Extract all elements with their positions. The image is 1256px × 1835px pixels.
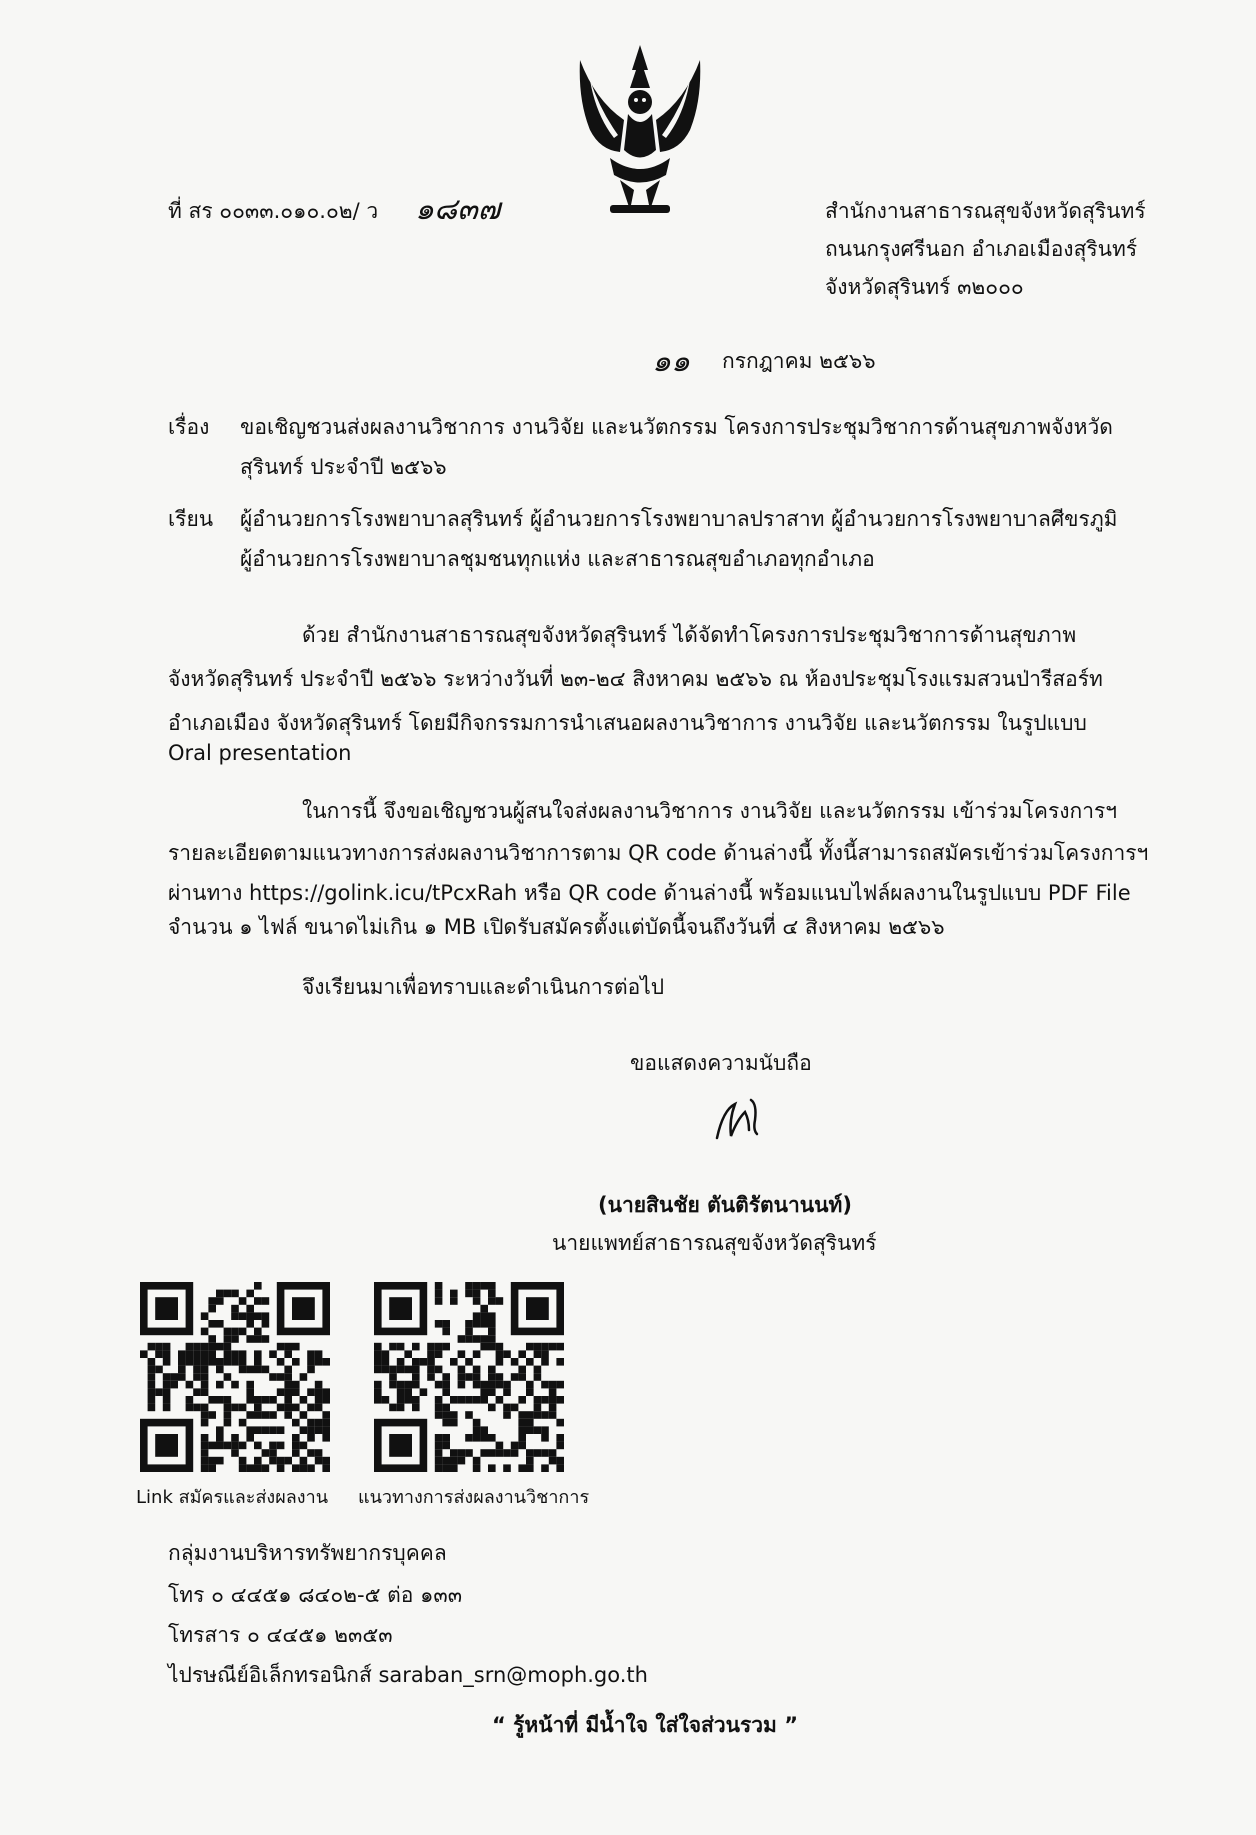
qr-code-registration[interactable]	[140, 1282, 330, 1472]
paragraph-2-line-1: ในการนี้ จึงขอเชิญชวนผู้สนใจส่งผลงานวิชาการ งานวิจัย และนวัตกรรม เข้าร่วมโครงการฯ	[302, 799, 1118, 823]
subject-line-1: ขอเชิญชวนส่งผลงานวิชาการ งานวิจัย และนวัตกรรม โครงการประชุมวิชาการด้านสุขภาพจังหวัด	[240, 415, 1113, 439]
paragraph-1-line-4: Oral presentation	[168, 741, 352, 765]
contact-department: กลุ่มงานบริหารทรัพยากรบุคคล	[168, 1541, 447, 1565]
recipient-label: เรียน	[168, 507, 214, 531]
recipient-line-1: ผู้อำนวยการโรงพยาบาลสุรินทร์ ผู้อำนวยการโรงพยาบาลปราสาท ผู้อำนวยการโรงพยาบาลศีขรภูมิ	[240, 507, 1118, 531]
paragraph-1-line-3: อำเภอเมือง จังหวัดสุรินทร์ โดยมีกิจกรรมการนำเสนอผลงานวิชาการ งานวิจัย และนวัตกรรม ในรูปแบบ	[168, 711, 1087, 735]
subject-label: เรื่อง	[168, 415, 210, 439]
reference-number: ที่ สร ๐๐๓๓.๐๑๐.๐๒/ ว	[168, 199, 379, 223]
signature-icon	[705, 1090, 775, 1150]
office-street: ถนนกรุงศรีนอก อำเภอเมืองสุรินทร์	[825, 237, 1138, 261]
signer-title: นายแพทย์สาธารณสุขจังหวัดสุรินทร์	[552, 1231, 877, 1255]
subject-line-2: สุรินทร์ ประจำปี ๒๕๖๖	[240, 455, 447, 479]
paragraph-1-line-2: จังหวัดสุรินทร์ ประจำปี ๒๕๖๖ ระหว่างวันที่ ๒๓-๒๔ สิงหาคม ๒๕๖๖ ณ ห้องประชุมโรงแรมสวนป่ารีสอร์ท	[168, 667, 1103, 691]
paragraph-2-line-4: จำนวน ๑ ไฟล์ ขนาดไม่เกิน ๑ MB เปิดรับสมัครตั้งแต่บัดนี้จนถึงวันที่ ๔ สิงหาคม ๒๕๖๖	[168, 915, 945, 939]
closing: ขอแสดงความนับถือ	[630, 1051, 812, 1075]
signer-name: (นายสินชัย ตันติรัตนานนท์)	[598, 1193, 852, 1217]
contact-phone: โทร ๐ ๔๔๕๑ ๘๔๐๒-๕ ต่อ ๑๓๓	[168, 1583, 463, 1607]
office-province: จังหวัดสุรินทร์ ๓๒๐๐๐	[825, 275, 1024, 299]
paragraph-1-line-1: ด้วย สำนักงานสาธารณสุขจังหวัดสุรินทร์ ได้จัดทำโครงการประชุมวิชาการด้านสุขภาพ	[302, 623, 1077, 647]
office-name: สำนักงานสาธารณสุขจังหวัดสุรินทร์	[825, 199, 1146, 223]
motto: “ รู้หน้าที่ มีน้ำใจ ใส่ใจส่วนรวม ”	[492, 1713, 799, 1737]
paragraph-2-line-2: รายละเอียดตามแนวทางการส่งผลงานวิชาการตาม QR code ด้านล่างนี้ ทั้งนี้สามารถสมัครเข้าร่วมโครงการฯ	[168, 841, 1149, 865]
reference-handwritten: ๑๘๓๗	[415, 192, 501, 227]
garuda-emblem-icon	[570, 40, 710, 220]
contact-fax: โทรสาร ๐ ๔๔๕๑ ๒๓๕๓	[168, 1623, 393, 1647]
paragraph-3: จึงเรียนมาเพื่อทราบและดำเนินการต่อไป	[302, 975, 665, 999]
qr-code-guidelines[interactable]	[374, 1282, 564, 1472]
paragraph-2-line-3: ผ่านทาง https://golink.icu/tPcxRah หรือ QR code ด้านล่างนี้ พร้อมแนบไฟล์ผลงานในรูปแบบ PDF File	[168, 881, 1131, 905]
date-day-handwritten: ๑๑	[652, 344, 691, 379]
qr-right-label: แนวทางการส่งผลงานวิชาการ	[358, 1487, 590, 1508]
contact-email: ไปรษณีย์อิเล็กทรอนิกส์ saraban_srn@moph.go.th	[168, 1663, 648, 1687]
qr-left-label: Link สมัครและส่งผลงาน	[136, 1487, 328, 1508]
date-month-year: กรกฎาคม ๒๕๖๖	[722, 349, 876, 373]
recipient-line-2: ผู้อำนวยการโรงพยาบาลชุมชนทุกแห่ง และสาธารณสุขอำเภอทุกอำเภอ	[240, 547, 875, 571]
